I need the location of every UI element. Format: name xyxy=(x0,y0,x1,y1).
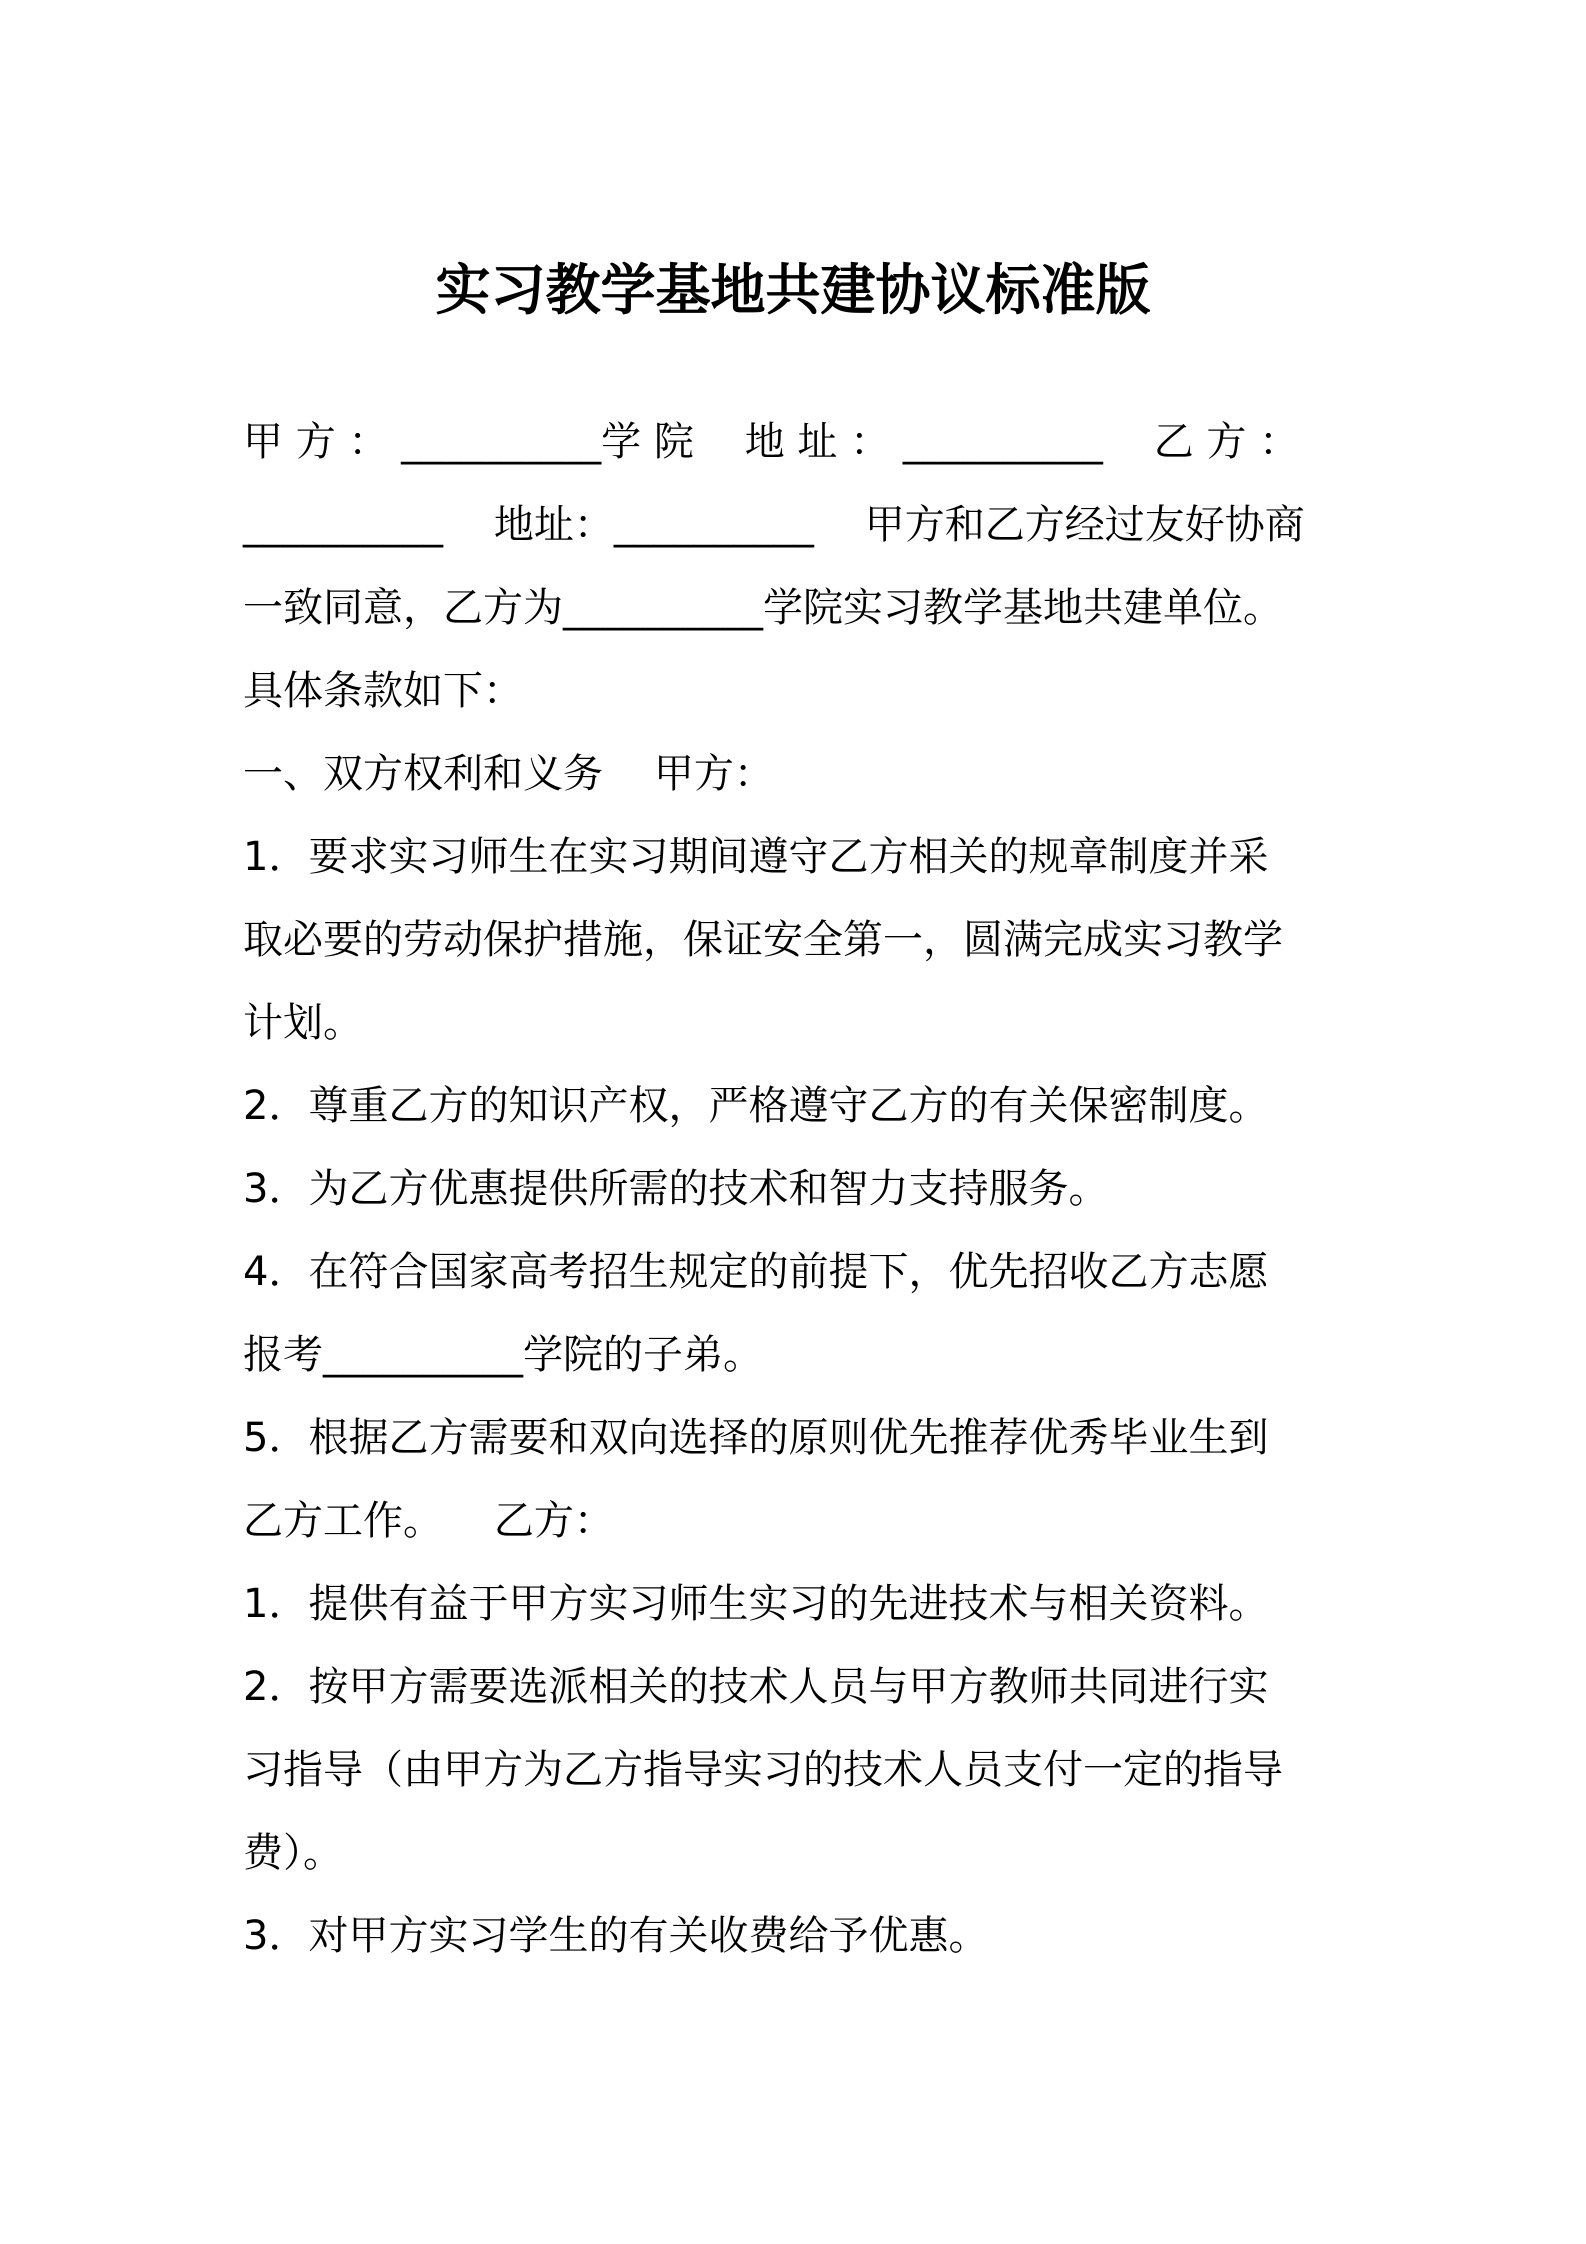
party-a-clause-5-line-2: 乙方工作。 乙方： xyxy=(243,1498,614,1544)
party-a-clause-1-line-1: 1．要求实习师生在实习期间遵守乙方相关的规章制度并采 xyxy=(243,834,1269,880)
party-b-clause-2-line-3: 费）。 xyxy=(243,1830,343,1876)
party-a-info-line: 甲 方 ： __________学 院 地 址 ： __________ 乙 方 ： xyxy=(243,419,1300,465)
party-b-clause-3: 3．对甲方实习学生的有关收费给予优惠。 xyxy=(243,1913,989,1959)
party-a-clause-5-line-1: 5．根据乙方需要和双向选择的原则优先推荐优秀毕业生到 xyxy=(243,1415,1269,1461)
party-a-clause-4-line-2: 报考__________学院的子弟。 xyxy=(243,1332,763,1378)
party-a-clause-2: 2．尊重乙方的知识产权，严格遵守乙方的有关保密制度。 xyxy=(243,1083,1269,1129)
terms-intro-line: 具体条款如下： xyxy=(243,668,523,714)
party-b-info-line: __________ 地址：__________ 甲方和乙方经过友好协商 xyxy=(243,502,1305,548)
party-b-clause-1: 1．提供有益于甲方实习师生实习的先进技术与相关资料。 xyxy=(243,1581,1269,1627)
agreement-statement-line: 一致同意，乙方为__________学院实习教学基地共建单位。 xyxy=(243,585,1283,631)
party-a-clause-3: 3．为乙方优惠提供所需的技术和智力支持服务。 xyxy=(243,1166,1109,1212)
party-b-clause-2-line-1: 2．按甲方需要选派相关的技术人员与甲方教师共同进行实 xyxy=(243,1664,1269,1710)
section-heading-rights-obligations: 一、双方权利和义务 甲方： xyxy=(243,751,774,797)
party-b-clause-2-line-2: 习指导（由甲方为乙方指导实习的技术人员支付一定的指导 xyxy=(243,1747,1283,1793)
party-a-clause-1-line-2: 取必要的劳动保护措施，保证安全第一，圆满完成实习教学 xyxy=(243,917,1283,963)
party-a-clause-1-line-3: 计划。 xyxy=(243,1000,363,1046)
document-title: 实习教学基地共建协议标准版 xyxy=(435,258,1151,322)
party-a-clause-4-line-1: 4．在符合国家高考招生规定的前提下，优先招收乙方志愿 xyxy=(243,1249,1269,1295)
